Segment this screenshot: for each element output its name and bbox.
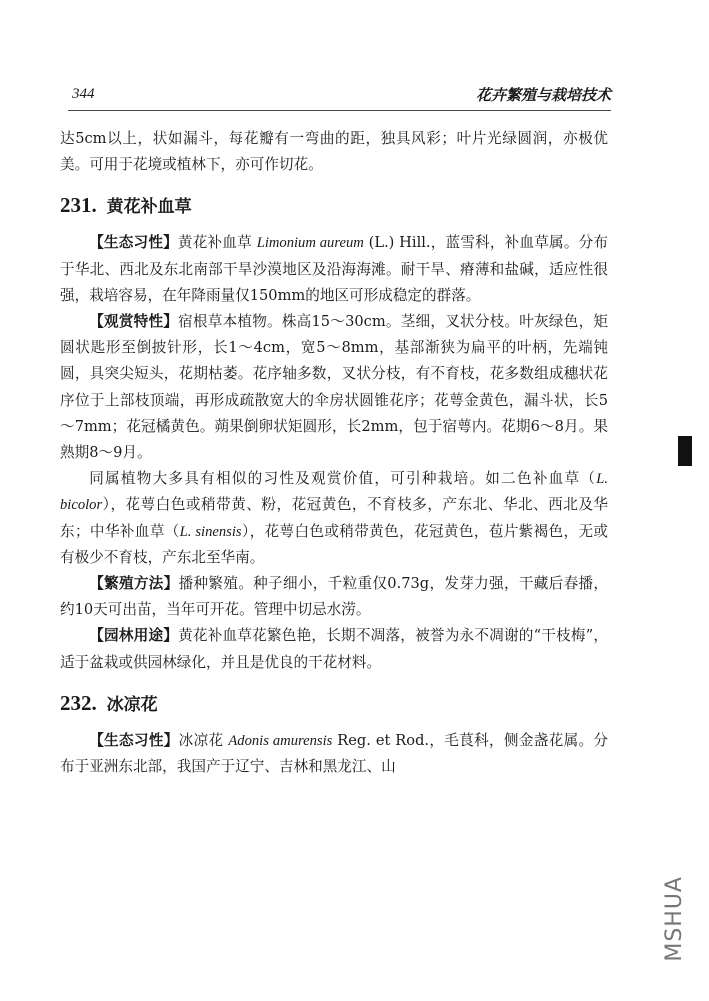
s231-related-latin2: L. sinensis <box>179 523 242 540</box>
s231-landscape-paragraph <box>60 623 608 675</box>
section-231-heading <box>60 192 608 220</box>
s231-ecology-after: (L.) Hill.，蓝雪科，补血草属。分布于华北、西北及东北南部干旱沙漠地区及沿海海滩。耐干旱、瘠薄和盐碱，适应性很强，栽培容易，在年降雨量仅150mm的地区可形成稳定的群落。 <box>60 234 609 304</box>
s232-ecology-after: Reg. et Rod.，毛茛科，侧金盏花属。分布于亚洲东北部，我国产于辽宁、吉林和黑龙江、山 <box>60 731 608 776</box>
s232-ecology-before: 冰凉花 <box>178 731 229 749</box>
section-231-number: 231. <box>60 193 97 218</box>
s231-propagation-text: 播种繁殖。种子细小，千粒重仅0.73g，发芽力强，干藏后春播，约10天可出苗，当年可开花。管理中切忌水涝。 <box>60 575 608 619</box>
section-232-number: 232. <box>60 690 97 715</box>
s231-landscape-text: 黄花补血草花繁色艳，长期不凋落，被誉为永不凋谢的“干枝梅”，适于盆栽或供园林绿化，并且是优良的干花材料。 <box>60 627 608 671</box>
page-number: 344 <box>72 86 95 102</box>
section-232-heading <box>60 690 608 718</box>
s231-landscape-tag: 【园林用途】 <box>89 627 179 645</box>
s231-propagation-tag: 【繁殖方法】 <box>89 575 179 593</box>
page-body <box>60 126 608 780</box>
s231-ecology-tag: 【生态习性】 <box>89 234 178 252</box>
s231-ecology-paragraph <box>60 230 608 309</box>
watermark-text: MSHUA <box>662 876 687 962</box>
s231-propagation-paragraph <box>60 571 608 623</box>
s231-related-t3: ），花萼白色或稍带黄色，花冠黄色，苞片紫褐色，无或有极少不育枝，产东北至华南。 <box>60 522 608 566</box>
chapter-thumb-tab <box>678 436 692 466</box>
s232-latin-name: Adonis amurensis <box>228 732 333 749</box>
s231-ornamental-text: 宿根草本植物。株高15～30cm。茎细，叉状分枝。叶灰绿色，矩圆状匙形至倒披针形，长1～4cm，宽5～8mm，基部渐狭为扁平的叶柄，先端钝圆，具突尖短头，花期枯萎。花序轴多数，叉状分枝，有不育枝，花多数组成穗状花序位于上部枝顶端，再形成疏散宽大的伞房状圆锥花序；花萼金黄色，漏斗状，长5～7mm；花冠橘黄色。蒴果倒卵状矩圆形，长2mm，包于宿萼内。花期6～8月。果熟期8～9月。 <box>60 313 608 462</box>
s231-related-t2: ），花萼白色或稍带黄、粉，花冠黄色，不育枝多，产东北、华北、西北及华东；中华补血草（ <box>60 496 608 540</box>
s231-related-t1: 同属植物大多具有相似的习性及观赏价值，可引种栽培。如二色补血草（ <box>89 470 597 488</box>
s231-ornamental-paragraph <box>60 309 608 466</box>
header-rule <box>68 110 611 111</box>
s231-related-species-paragraph <box>60 466 608 571</box>
running-title: 花卉繁殖与栽培技术 <box>475 86 611 104</box>
s231-ornamental-tag: 【观赏特性】 <box>89 313 179 331</box>
s231-latin-name: Limonium aureum <box>256 235 364 252</box>
s231-related-latin1: L. bicolor <box>60 471 608 514</box>
section-232-title: 冰凉花 <box>106 694 158 715</box>
s232-ecology-paragraph <box>60 728 608 780</box>
s232-ecology-tag: 【生态习性】 <box>89 731 179 749</box>
intro-paragraph: 达5cm以上，状如漏斗，每花瓣有一弯曲的距，独具风彩；叶片光绿圆润，亦极优美。可用于花境或植林下，亦可作切花。 <box>60 130 608 174</box>
s231-ecology-before: 黄花补血草 <box>177 234 257 252</box>
section-231-title: 黄花补血草 <box>106 197 192 218</box>
